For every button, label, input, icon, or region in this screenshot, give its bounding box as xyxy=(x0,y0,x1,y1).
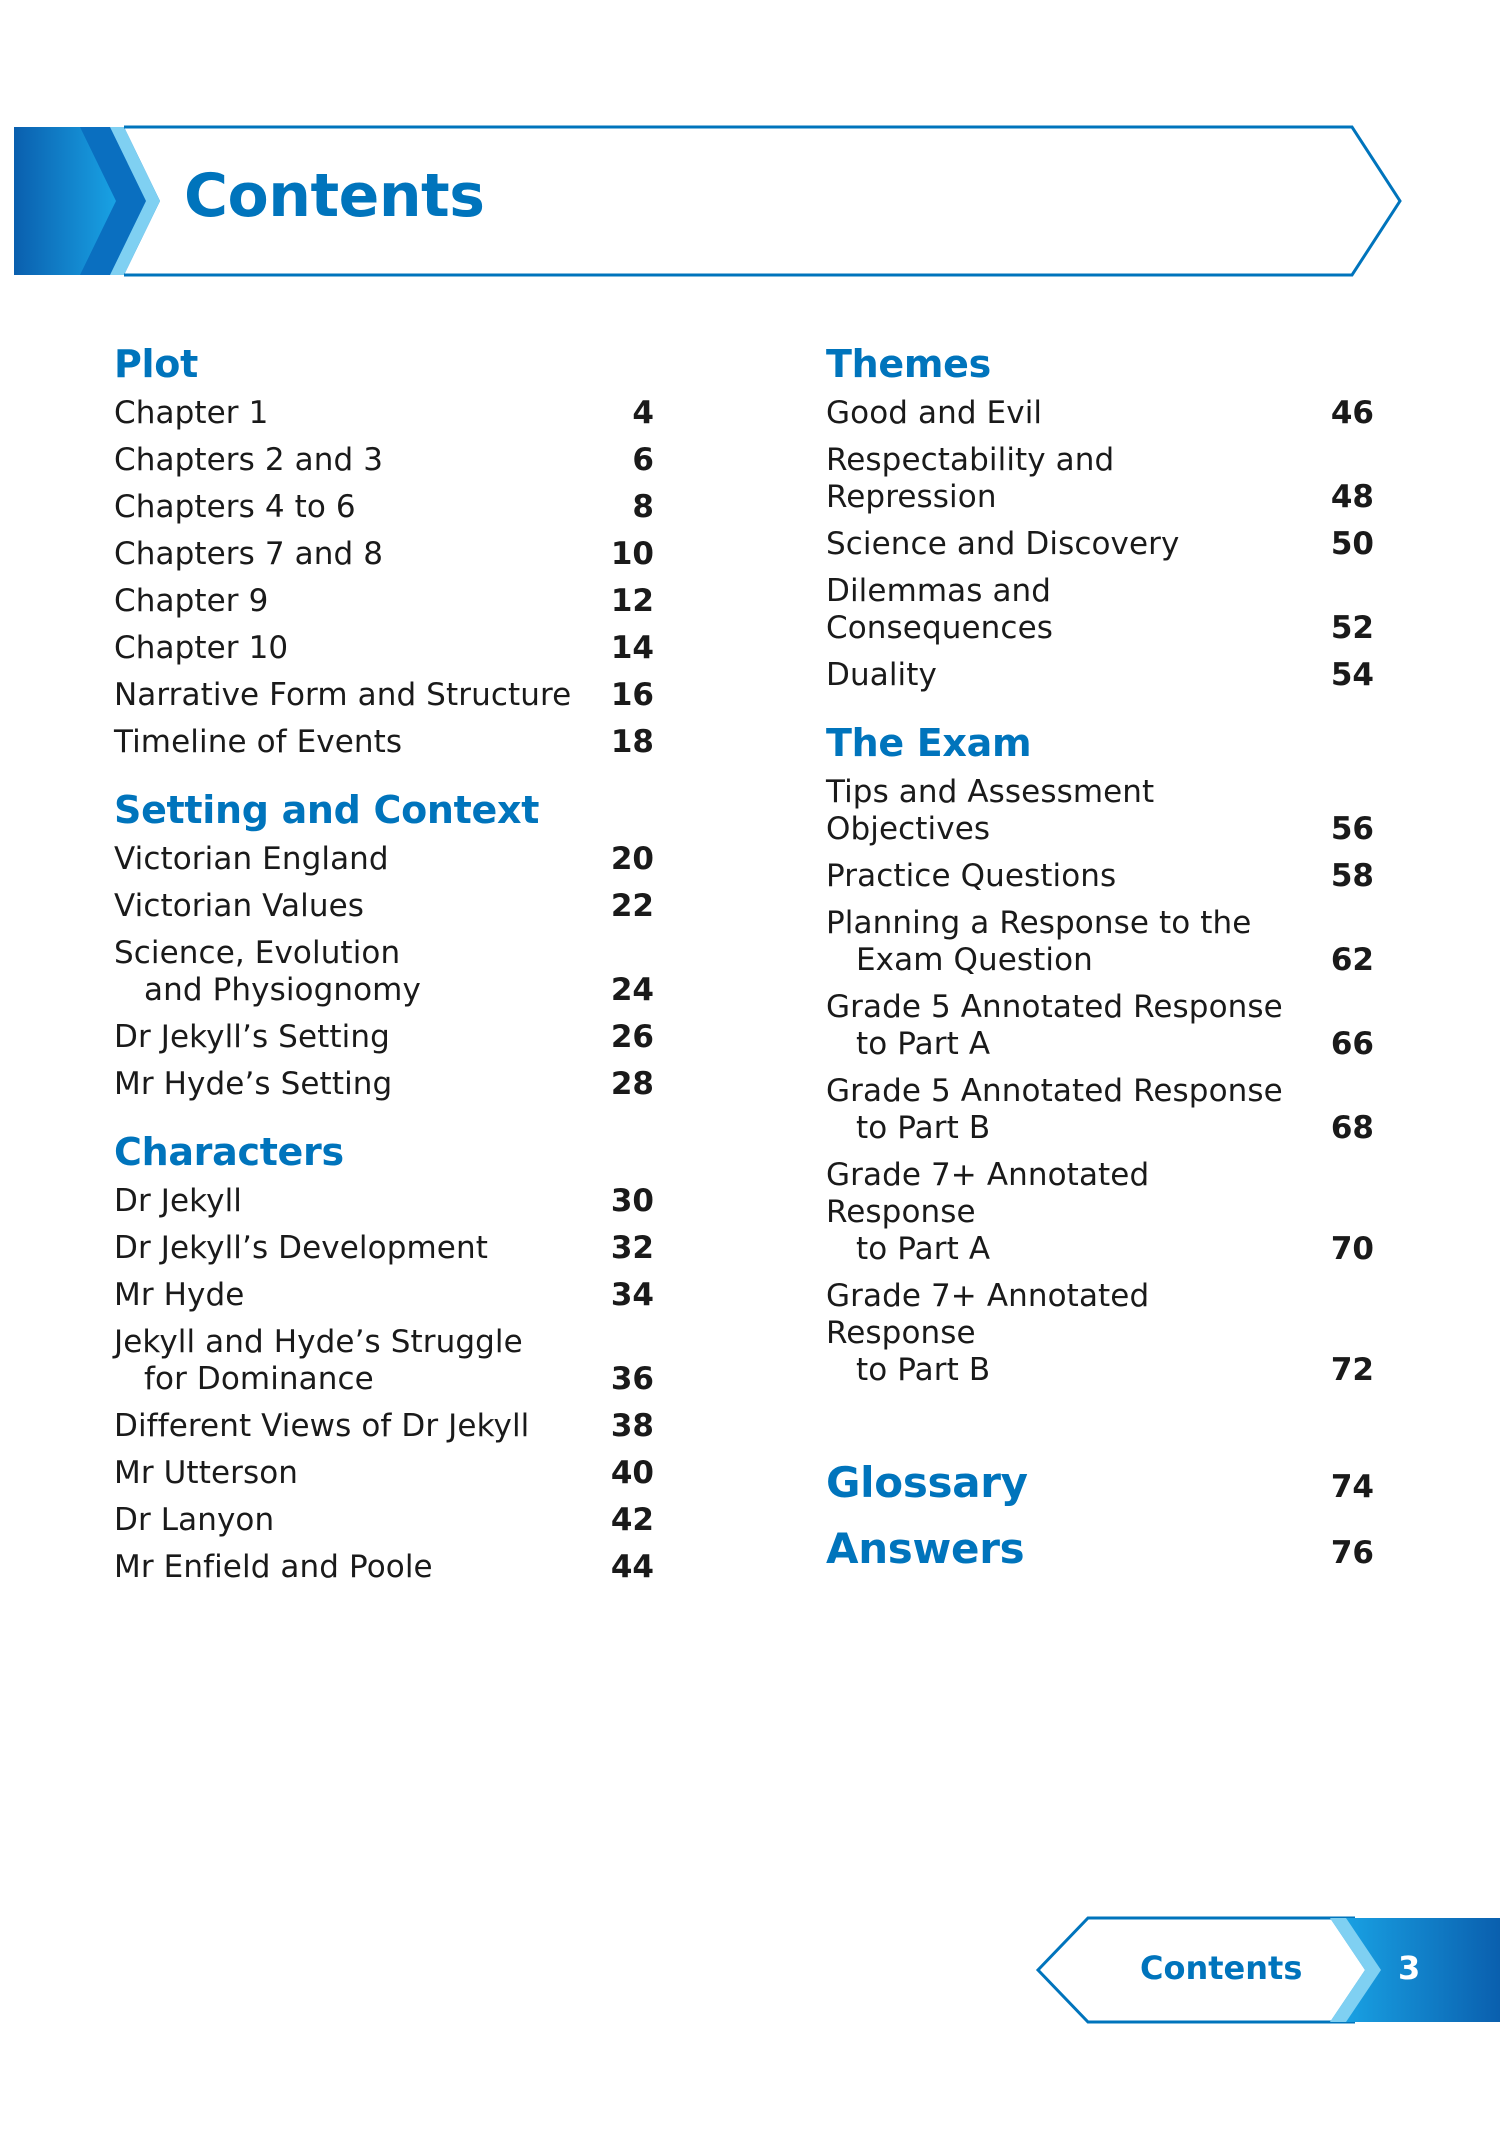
toc-entry[interactable] xyxy=(114,719,670,766)
entry-page-number: 28 xyxy=(610,1066,654,1102)
entry-page-number: 74 xyxy=(1330,1469,1374,1505)
entry-page-number: 50 xyxy=(1330,526,1374,562)
entry-title: Jekyll and Hyde’s Struggle for Dominance xyxy=(114,1324,523,1397)
entry-page-number: 44 xyxy=(610,1549,654,1585)
entry-page-number: 10 xyxy=(610,536,654,572)
entry-page-number: 68 xyxy=(1330,1110,1374,1146)
entry-title: Grade 5 Annotated Response to Part A xyxy=(826,989,1283,1062)
entry-title: Narrative Form and Structure xyxy=(114,677,572,713)
section-title: Setting and Context xyxy=(114,788,540,832)
entry-page-number: 38 xyxy=(610,1408,654,1444)
toc-entry[interactable] xyxy=(114,1497,670,1544)
toc-entry[interactable] xyxy=(114,1319,670,1403)
entry-title: Dr Jekyll’s Development xyxy=(114,1230,488,1266)
section-title: The Exam xyxy=(826,721,1032,765)
toc-entry[interactable] xyxy=(114,390,670,437)
toc-entry[interactable] xyxy=(114,930,670,1014)
toc-entry-glossary[interactable] xyxy=(826,1450,1374,1516)
footer-label: Contents xyxy=(1140,1949,1303,1987)
toc-entry[interactable] xyxy=(826,853,1374,900)
entry-title: Science and Discovery xyxy=(826,526,1180,562)
entry-page-number: 62 xyxy=(1330,942,1374,978)
entry-title: Grade 7+ Annotated Response to Part B xyxy=(826,1278,1150,1388)
entry-title: Chapters 7 and 8 xyxy=(114,536,384,572)
toc-entry[interactable] xyxy=(826,390,1374,437)
entry-page-number: 16 xyxy=(610,677,654,713)
entry-page-number: 4 xyxy=(632,395,654,431)
toc-left-column xyxy=(114,336,670,1607)
header-banner-shape xyxy=(0,0,1500,300)
toc-section-characters xyxy=(114,1124,670,1591)
toc-entry[interactable] xyxy=(826,984,1374,1068)
entry-page-number: 6 xyxy=(632,442,654,478)
entry-page-number: 56 xyxy=(1330,811,1374,847)
entry-page-number: 12 xyxy=(610,583,654,619)
toc-entry[interactable] xyxy=(114,625,670,672)
page-title: Contents xyxy=(184,161,485,231)
page-number: 3 xyxy=(1398,1949,1421,1987)
entry-title: Chapters 4 to 6 xyxy=(114,489,356,525)
toc-entry-answers[interactable] xyxy=(826,1516,1374,1582)
entry-title: Respectability and Repression xyxy=(826,442,1115,515)
toc-entry[interactable] xyxy=(114,437,670,484)
entry-title: Timeline of Events xyxy=(114,724,403,760)
toc-entry[interactable] xyxy=(826,521,1374,568)
toc-entry[interactable] xyxy=(114,1544,670,1591)
entry-page-number: 26 xyxy=(610,1019,654,1055)
entry-page-number: 70 xyxy=(1330,1231,1374,1267)
footer-tab xyxy=(1030,1908,1500,2032)
entry-page-number: 42 xyxy=(610,1502,654,1538)
entry-page-number: 22 xyxy=(610,888,654,924)
entry-title: Good and Evil xyxy=(826,395,1043,431)
toc-entry[interactable] xyxy=(114,1178,670,1225)
entry-page-number: 14 xyxy=(610,630,654,666)
entry-title: Practice Questions xyxy=(826,858,1117,894)
toc-entry[interactable] xyxy=(114,1450,670,1497)
entry-title: Dr Jekyll’s Setting xyxy=(114,1019,390,1055)
entry-title: Grade 7+ Annotated Response to Part A xyxy=(826,1157,1150,1267)
entry-title: Chapters 2 and 3 xyxy=(114,442,384,478)
entry-title: Different Views of Dr Jekyll xyxy=(114,1408,530,1444)
entry-title: Dr Jekyll xyxy=(114,1183,243,1219)
toc-entry[interactable] xyxy=(114,1272,670,1319)
entry-title: Mr Utterson xyxy=(114,1455,299,1491)
entry-title: Victorian Values xyxy=(114,888,365,924)
entry-page-number: 30 xyxy=(610,1183,654,1219)
entry-title: Tips and Assessment Objectives xyxy=(826,774,1155,847)
toc-entry[interactable] xyxy=(826,568,1374,652)
entry-page-number: 76 xyxy=(1330,1535,1374,1571)
entry-title: Chapter 1 xyxy=(114,395,269,431)
header-banner xyxy=(0,0,1500,300)
entry-page-number: 72 xyxy=(1330,1352,1374,1388)
entry-title: Grade 5 Annotated Response to Part B xyxy=(826,1073,1283,1146)
entry-title: Planning a Response to the Exam Question xyxy=(826,905,1252,978)
entry-page-number: 24 xyxy=(610,972,654,1008)
entry-page-number: 20 xyxy=(610,841,654,877)
entry-page-number: 52 xyxy=(1330,610,1374,646)
entry-title: Dr Lanyon xyxy=(114,1502,275,1538)
toc-section-themes xyxy=(826,336,1374,699)
entry-title: Science, Evolution and Physiognomy xyxy=(114,935,421,1008)
entry-page-number: 8 xyxy=(632,489,654,525)
toc-entry[interactable] xyxy=(826,1068,1374,1152)
toc-entry[interactable] xyxy=(114,1014,670,1061)
section-title: Characters xyxy=(114,1130,344,1174)
toc-entry[interactable] xyxy=(114,836,670,883)
entry-title: Mr Enfield and Poole xyxy=(114,1549,433,1585)
section-title: Themes xyxy=(826,342,991,386)
entry-page-number: 32 xyxy=(610,1230,654,1266)
entry-page-number: 40 xyxy=(610,1455,654,1491)
entry-title: Mr Hyde’s Setting xyxy=(114,1066,393,1102)
entry-page-number: 34 xyxy=(610,1277,654,1313)
entry-page-number: 54 xyxy=(1330,657,1374,693)
entry-page-number: 58 xyxy=(1330,858,1374,894)
entry-title: Chapter 9 xyxy=(114,583,269,619)
toc-section-the-exam xyxy=(826,715,1374,1394)
toc-section-setting-and-context xyxy=(114,782,670,1108)
toc-entry[interactable] xyxy=(114,672,670,719)
section-title: Answers xyxy=(826,1524,1025,1573)
entry-title: Mr Hyde xyxy=(114,1277,245,1313)
toc-entry[interactable] xyxy=(826,900,1374,984)
toc-entry[interactable] xyxy=(826,1152,1374,1273)
toc-entry[interactable] xyxy=(826,1273,1374,1394)
toc-entry[interactable] xyxy=(114,1225,670,1272)
toc-entry[interactable] xyxy=(114,531,670,578)
toc-entry[interactable] xyxy=(826,437,1374,521)
toc-entry[interactable] xyxy=(114,1403,670,1450)
toc-entry[interactable] xyxy=(114,1061,670,1108)
toc-entry[interactable] xyxy=(114,484,670,531)
entry-page-number: 48 xyxy=(1330,479,1374,515)
toc-entry[interactable] xyxy=(114,578,670,625)
toc-entry[interactable] xyxy=(826,652,1374,699)
entry-title: Dilemmas and Consequences xyxy=(826,573,1053,646)
toc-right-column xyxy=(826,336,1374,1582)
toc-section-plot xyxy=(114,336,670,766)
entry-title: Chapter 10 xyxy=(114,630,289,666)
section-title: Plot xyxy=(114,342,198,386)
section-title: Glossary xyxy=(826,1458,1028,1507)
entry-page-number: 18 xyxy=(610,724,654,760)
toc-entry[interactable] xyxy=(114,883,670,930)
entry-title: Victorian England xyxy=(114,841,389,877)
toc-entry[interactable] xyxy=(826,769,1374,853)
entry-title: Duality xyxy=(826,657,937,693)
entry-page-number: 36 xyxy=(610,1361,654,1397)
entry-page-number: 66 xyxy=(1330,1026,1374,1062)
entry-page-number: 46 xyxy=(1330,395,1374,431)
